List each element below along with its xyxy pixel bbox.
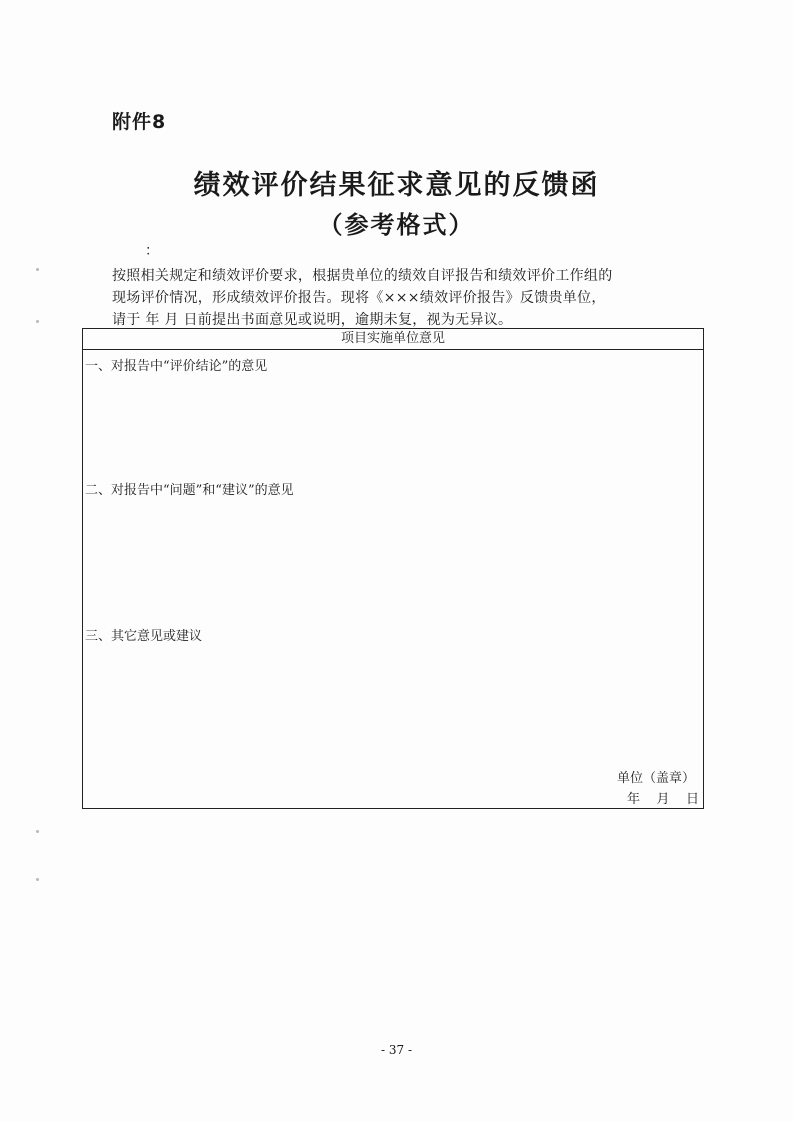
scan-speck — [36, 320, 39, 323]
scan-speck — [36, 878, 39, 881]
table-header: 项目实施单位意见 — [83, 329, 703, 350]
scan-speck — [36, 830, 39, 833]
section-other-opinions: 三、其它意见或建议 — [85, 629, 203, 644]
feedback-table — [82, 328, 704, 809]
document-title: 绩效评价结果征求意见的反馈函 — [193, 170, 600, 201]
section-problems-suggestions: 二、对报告中“问题”和“建议”的意见 — [85, 483, 294, 498]
paragraph-line: 请于 年 月 日前提出书面意见或说明，逾期未复，视为无异议。 — [112, 312, 513, 328]
salutation: ： — [145, 243, 159, 259]
scan-speck — [36, 268, 39, 271]
document-subtitle: （参考格式） — [318, 210, 475, 239]
paragraph-line: 现场评价情况，形成绩效评价报告。现将《×××绩效评价报告》反馈贵单位， — [112, 290, 606, 306]
paragraph-line: 按照相关规定和绩效评价要求，根据贵单位的绩效自评报告和绩效评价工作组的 — [112, 268, 613, 284]
signature-date: 年 月 日 — [626, 792, 699, 807]
attachment-label: 附件8 — [112, 111, 167, 133]
section-evaluation-conclusion: 一、对报告中“评价结论”的意见 — [85, 359, 268, 374]
page-number: - 37 - — [380, 1043, 412, 1057]
signature-unit-seal: 单位（盖章） — [616, 771, 695, 786]
